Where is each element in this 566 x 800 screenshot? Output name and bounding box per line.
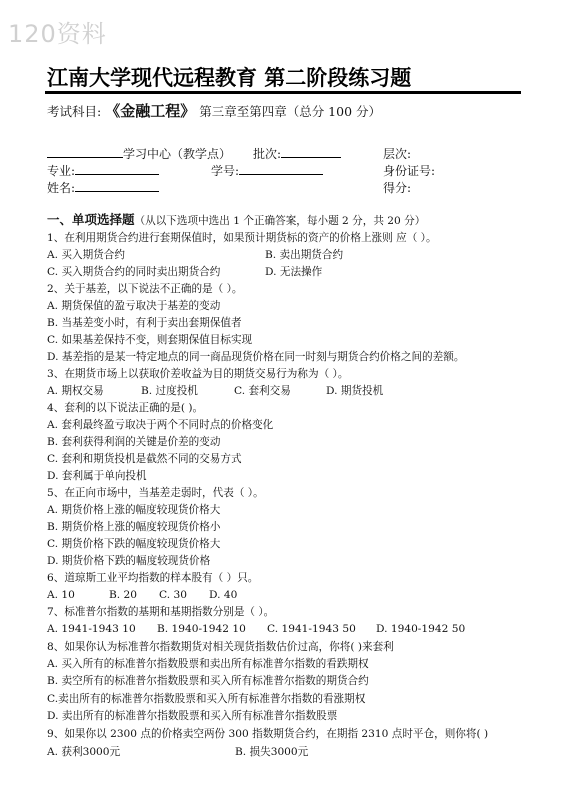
q5-option-c: C. 期货价格下跌的幅度较现货价格大 (47, 538, 221, 550)
name-label: 姓名: (47, 181, 76, 195)
q7-option-b: B. 1940-1942 10 (157, 623, 246, 635)
q1-option-d: D. 无法操作 (265, 266, 323, 278)
course-name: 《金融工程》 (105, 102, 196, 120)
batch-row (253, 145, 341, 162)
q4-option-c: C. 套利和期货投机是截然不同的交易方式 (47, 453, 242, 465)
center-row (47, 145, 231, 162)
q3-option-b: B. 过度投机 (141, 385, 198, 397)
question-9: 9、如果你以 2300 点的价格卖空两份 300 指数期货合约，在期指 2310 点时平仓，则你将( ) (47, 728, 489, 740)
section1-heading: 一、单项选择题 (47, 212, 135, 227)
q2-option-d: D. 基差指的是某一特定地点的同一商品现货价格在同一时刻与期货合约价格之间的差额。 (47, 351, 465, 363)
title-rule (45, 91, 521, 94)
subject-scope: 第三章至第四章（总分 100 分） (199, 104, 382, 119)
q5-option-d: D. 期货价格下跌的幅度较现货价格 (47, 555, 211, 567)
question-2: 2、关于基差，以下说法不正确的是（ ）。 (47, 283, 243, 295)
q8-option-a: A. 买入所有的标准普尔指数股票和卖出所有标准普尔指数的看跌期权 (47, 658, 369, 670)
center-blank[interactable] (47, 145, 123, 158)
question-1: 1、在利用期货合约进行套期保值时，如果预计期货标的资产的价格上涨则 应（ ）。 (47, 232, 437, 244)
question-3: 3、在期货市场上以获取价差收益为目的期货交易行为称为（ ）。 (47, 368, 349, 380)
q9-option-b: B. 损失3000元 (235, 746, 309, 758)
q6-option-d: D. 40 (209, 589, 238, 601)
major-blank[interactable] (75, 162, 159, 175)
score-label: 得分: (383, 181, 412, 195)
page-title: 江南大学现代远程教育 第二阶段练习题 (47, 66, 412, 90)
section1-heading-row (47, 213, 425, 228)
name-blank[interactable] (75, 179, 159, 192)
level-label: 层次: (383, 147, 412, 161)
q1-option-a: A. 买入期货合约 (47, 249, 125, 261)
q6-option-a: A. 10 (47, 589, 75, 601)
q2-option-a: A. 期货保值的盈亏取决于基差的变动 (47, 300, 221, 312)
subject-line (47, 100, 381, 121)
q3-option-d: D. 期货投机 (326, 385, 384, 397)
student-no-blank[interactable] (239, 162, 323, 175)
q9-option-a: A. 获利3000元 (47, 746, 121, 758)
subject-label: 考试科目: (47, 104, 102, 119)
question-5: 5、在正向市场中，当基差走弱时，代表（ ）。 (47, 487, 264, 499)
q1-option-b: B. 卖出期货合约 (265, 249, 344, 261)
q7-option-d: D. 1940-1942 50 (376, 623, 466, 635)
section1-note: （从以下选项中选出 1 个正确答案，每小题 2 分，共 20 分） (134, 215, 426, 227)
q5-option-b: B. 期货价格上涨的幅度较现货价格小 (47, 521, 221, 533)
name-row (47, 179, 159, 196)
batch-blank[interactable] (281, 145, 341, 158)
q3-option-c: C. 套利交易 (234, 385, 291, 397)
question-8: 8、如果你认为标准普尔指数期货对相关现货指数估价过高，你将( )来套利 (47, 641, 394, 653)
q7-option-c: C. 1941-1943 50 (267, 623, 356, 635)
major-row (47, 162, 159, 179)
batch-label: 批次: (253, 147, 282, 161)
q1-option-c: C. 买入期货合约的同时卖出期货合约 (47, 266, 221, 278)
question-4: 4、套利的以下说法正确的是( )。 (47, 402, 204, 414)
major-label: 专业: (47, 164, 76, 178)
q6-option-c: C. 30 (159, 589, 187, 601)
q8-option-d: D. 卖出所有的标准普尔指数股票和买入所有标准普尔指数股票 (47, 710, 338, 722)
q7-option-a: A. 1941-1943 10 (47, 623, 136, 635)
q8-option-b: B. 卖空所有的标准普尔指数股票和买入所有标准普尔指数的期货合约 (47, 675, 369, 687)
q6-option-b: B. 20 (109, 589, 137, 601)
id-no-label: 身份证号: (383, 164, 436, 178)
q4-option-d: D. 套利属于单向投机 (47, 470, 147, 482)
q4-option-b: B. 套利获得利润的关键是价差的变动 (47, 436, 221, 448)
q3-option-a: A. 期权交易 (47, 385, 104, 397)
q5-option-a: A. 期货价格上涨的幅度较现货价格大 (47, 504, 221, 516)
student-no-row (211, 162, 323, 179)
q2-option-c: C. 如果基差保持不变，则套期保值目标实现 (47, 334, 253, 346)
center-label: 学习中心（教学点） (123, 147, 232, 161)
q8-option-c: C.卖出所有的标准普尔指数股票和买入所有标准普尔指数的看涨期权 (47, 693, 366, 705)
q4-option-a: A. 套利最终盈亏取决于两个不同时点的价格变化 (47, 419, 274, 431)
question-6: 6、道琼斯工业平均指数的样本股有（ ）只。 (47, 572, 259, 584)
q2-option-b: B. 当基差变小时，有利于卖出套期保值者 (47, 317, 242, 329)
question-7: 7、标准普尔指数的基期和基期指数分别是（ ）。 (47, 606, 275, 618)
student-no-label: 学号: (211, 164, 240, 178)
watermark: 120资料 (8, 20, 107, 48)
